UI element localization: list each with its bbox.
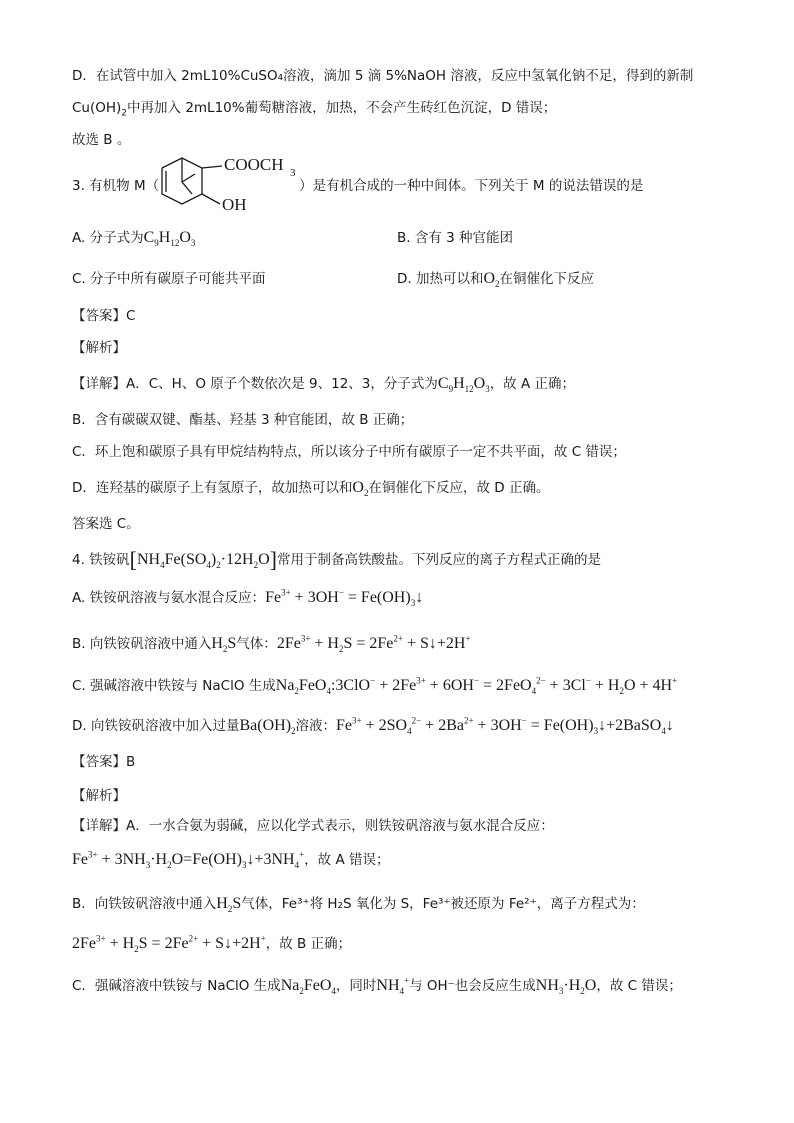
text-line: 故选 B 。 [72,132,131,148]
text-line: $Cu(OH)_2$中再加入 2mL10%葡萄糖溶液，加热，不会产生砖红色沉淀，D 错误； [72,100,557,119]
option-d: D. 加热可以和$O_2$在铜催化下反应 [397,270,595,290]
molecule-drawing [150,152,310,218]
option-a: A. 分子式为$C_9H_{12}O_3$ [72,229,196,249]
detail-line: 【详解】A．C、H、O 原子个数依次是 9、12、3，分子式为$C_9H_{12}O_3$，故 A 正确； [72,375,576,395]
answer-line: 【答案】B [72,754,136,770]
selection-line: 答案选 C。 [72,516,140,532]
question-3-stem: 3. 有机物 M（ ）是有机合成的一种中间体。下列关于 M 的说法错误的是 [72,178,644,194]
option-b: B. 向铁铵矾溶液中通入$H_2S$气体：$2Fe^{3+} + H_2S = 2Fe^{2+}$ + S↓+2H+ [72,633,471,655]
detail-line: B．含有碳碳双键、酯基、羟基 3 种官能团，故 B 正确； [72,412,414,428]
ester-subscript: 3 [290,167,296,179]
detail-equation: $Fe^{3+}$ + $3NH_3\cdot H_2O=Fe(OH)_3↓+3NH_4^+$，故 A 错误； [72,849,390,871]
text-line: D．在试管中加入 2mL10%CuSO₄溶液，滴加 5 滴 5%NaOH 溶液，反应中氢氧化钠不足，得到的新制 [72,68,694,84]
detail-line: C．强碱溶液中铁铵与 NaClO 生成$Na_2FeO_4$，同时$NH_4^+$与 OH⁻也会反应生成$NH_3\cdot H_2O$，故 C 错误； [72,975,682,997]
detail-line: D．连羟基的碳原子上有氢原子，故加热可以和$O_2$在铜催化下反应，故 D 正确。 [72,479,550,499]
ester-group: COOCH [224,155,284,174]
analysis-heading: 【解析】 [72,788,126,804]
hydroxyl-group: OH [222,195,247,214]
detail-equation: $2Fe^{3+} + H_2S = 2Fe^{2+}$ + S↓+2H+，故 B 正确； [72,933,352,955]
detail-line: C．环上饱和碳原子具有甲烷结构特点，所以该分子中所有碳原子一定不共平面，故 C 错误； [72,444,626,460]
option-c: C. 强碱溶液中铁铵与 NaClO 生成$Na_2FeO_4:3ClO^- + 2Fe^{3+} + 6OH^- = 2FeO_4^{2-} + 3Cl^- + H_2O + 4H^+$ [72,675,678,697]
question-4-stem: 4. 铁铵矾$[NH_4Fe(SO_4)_2\cdot 12H_2O]$常用于制备高铁酸盐。下列反应的离子方程式正确的是 [72,547,601,572]
option-d: D. 向铁铵矾溶液中加入过量$Ba(OH)_2$溶液：$Fe^{3+} + 2SO_4^{2-} + 2Ba^{2+} + 3OH^-$ = $Fe(OH)_3↓+2BaSO_4↓$ [72,715,674,737]
option-c: C. 分子中所有碳原子可能共平面 [72,271,266,287]
analysis-heading: 【解析】 [72,340,126,356]
option-a: A. 铁铵矾溶液与氨水混合反应：$Fe^{3+} + 3OH^-$ = $Fe(OH)_3↓$ [72,587,424,609]
option-b: B. 含有 3 种官能团 [397,230,514,246]
molecule-structure [150,152,310,222]
answer-line: 【答案】C [72,308,136,324]
detail-line: B．向铁铵矾溶液中通入$H_2S$气体，Fe³⁺将 H₂S 氧化为 S，Fe³⁺被还原为 Fe²⁺，离子方程式为： [72,895,645,915]
detail-line: 【详解】A．一水合氨为弱碱，应以化学式表示，则铁铵矾溶液与氨水混合反应： [72,818,554,834]
